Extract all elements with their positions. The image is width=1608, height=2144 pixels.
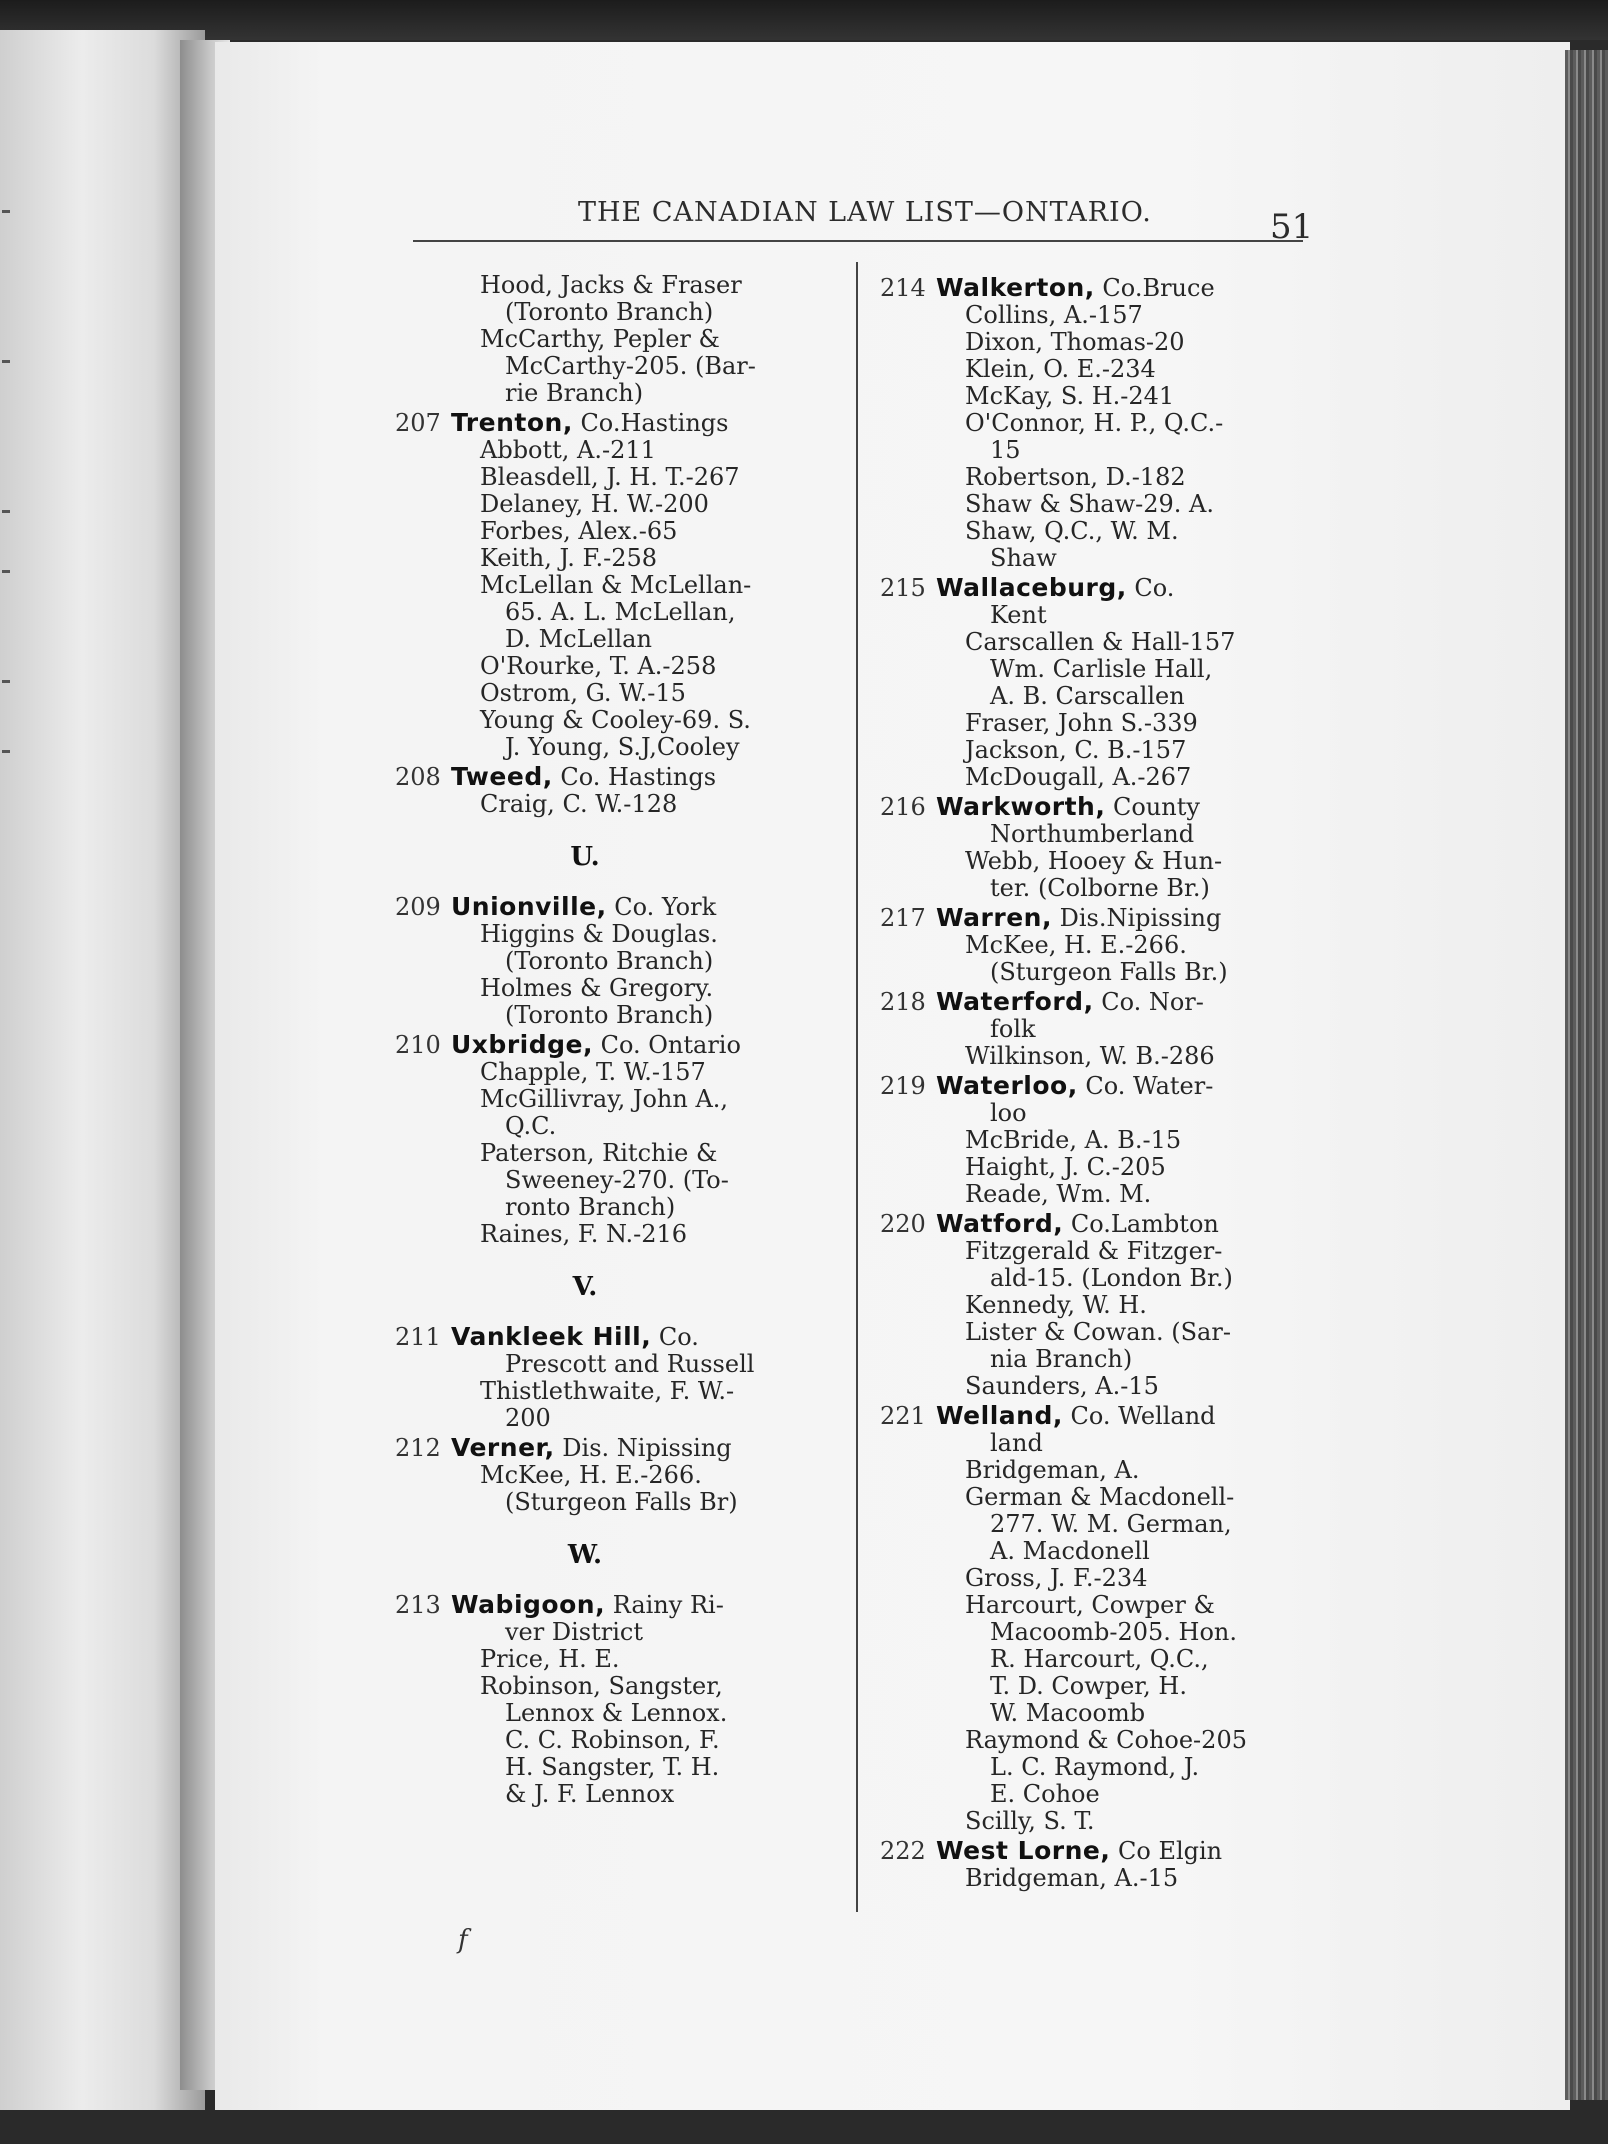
listing-line: Price, H. E. [480,1645,620,1673]
listing-line: 65. A. L. McLellan, [505,598,736,626]
listing-line: Fitzgerald & Fitzger- [965,1237,1223,1265]
listing-line: Higgins & Douglas. [480,920,718,948]
entry-number: 215 [880,574,926,602]
entry-heading [880,1072,1295,1100]
listing-line: Raines, F. N.-216 [480,1220,688,1248]
page-number: 51 [1270,207,1314,247]
listing-line: O'Connor, H. P., Q.C.- [965,409,1224,437]
listing-line: Kennedy, W. H. [965,1291,1147,1319]
listing-line: folk [990,1015,1036,1043]
entry-number: 216 [880,793,926,821]
entry-number: 214 [880,274,926,302]
place-name: Wabigoon, [451,1590,606,1619]
place-entry [395,1434,775,1516]
listing-line: McGillivray, John A., [480,1085,729,1113]
listing-line: W. Macoomb [990,1699,1146,1727]
place-name: Uxbridge, [451,1030,593,1059]
county-text: Co. Water- [1077,1072,1214,1100]
column-divider [856,262,858,1912]
listing-line: Kent [990,601,1047,629]
place-name: Wallaceburg, [936,573,1127,602]
listing-line: C. C. Robinson, F. [505,1726,720,1754]
place-entry [395,1031,775,1248]
listing-line: 200 [505,1404,551,1432]
place-entry [880,1210,1295,1400]
county-text: Co.Hastings [572,409,729,437]
county-text: Dis.Nipissing [1051,904,1222,932]
listing-line: Dixon, Thomas-20 [965,328,1185,356]
place-name: Welland, [936,1401,1063,1430]
listing-line: Young & Cooley-69. S. [480,706,751,734]
listing-line: Carscallen & Hall-157 [965,628,1236,656]
place-name: Warkworth, [936,792,1106,821]
listing-line: land [990,1429,1043,1457]
listing-line: McLellan & McLellan- [480,571,752,599]
listing-line: Lennox & Lennox. [505,1699,728,1727]
listing-line: Holmes & Gregory. [480,974,714,1002]
listing-line: E. Cohoe [990,1780,1100,1808]
section-letter: W. [567,1540,603,1570]
place-entry [880,988,1295,1070]
place-name: Trenton, [451,408,573,437]
listing-line: McKee, H. E.-266. [480,1461,702,1489]
entry-number: 209 [395,893,441,921]
place-entry [880,904,1295,986]
listing-line: ronto Branch) [505,1193,676,1221]
listing-line: Collins, A.-157 [965,301,1143,329]
scan-background-top [0,0,1608,40]
listing-line: Wm. Carlisle Hall, [990,655,1213,683]
listing-line: Scilly, S. T. [965,1807,1095,1835]
place-name: Warren, [936,903,1052,932]
section-letter: V. [572,1272,598,1302]
listing-line: loo [990,1099,1027,1127]
place-name: Walkerton, [936,273,1095,302]
section-letter: U. [570,842,600,872]
entry-heading [880,274,1295,302]
listing-line: Fraser, John S.-339 [965,709,1198,737]
place-name: Waterford, [936,987,1094,1016]
listing-line: Jackson, C. B.-157 [965,736,1187,764]
place-name: Waterloo, [936,1071,1078,1100]
listing-line: R. Harcourt, Q.C., [990,1645,1209,1673]
running-head: THE CANADIAN LAW LIST—ONTARIO. [578,197,1152,228]
county-text: Co. Ontario [592,1031,741,1059]
listing-line: Sweeney-270. (To- [505,1166,729,1194]
entry-heading [395,1434,775,1462]
place-entry [395,1591,775,1808]
listing-line: Robinson, Sangster, [480,1672,723,1700]
place-name: Verner, [451,1433,555,1462]
facing-page [0,30,205,2110]
continued-entry [395,272,775,407]
listing-line: Bleasdell, J. H. T.-267 [480,463,740,491]
county-text: Co. Welland [1062,1402,1216,1430]
listing-line: Shaw & Shaw-29. A. [965,490,1214,518]
place-name: Watford, [936,1209,1064,1238]
listing-line: 277. W. M. German, [990,1510,1232,1538]
listing-line: Gross, J. F.-234 [965,1564,1148,1592]
county-text: Dis. Nipissing [554,1434,732,1462]
place-entry [880,274,1295,572]
listing-line: Lister & Cowan. (Sar- [965,1318,1231,1346]
county-text: Co Elgin [1110,1837,1223,1865]
listing-line: rie Branch) [505,379,644,407]
entry-heading [395,409,775,437]
listing-line: H. Sangster, T. H. [505,1753,720,1781]
signature-mark: f [458,1925,468,1955]
listing-line: ald-15. (London Br.) [990,1264,1233,1292]
left-column [395,272,775,1808]
entry-heading [880,1210,1295,1238]
place-name: Tweed, [451,762,553,791]
listing-line: O'Rourke, T. A.-258 [480,652,717,680]
listing-line: Klein, O. E.-234 [965,355,1156,383]
entry-number: 211 [395,1323,441,1351]
entry-heading [880,1837,1295,1865]
listing-line: Shaw, Q.C., W. M. [965,517,1179,545]
listing-line: (Toronto Branch) [505,1001,714,1029]
listing-line: J. Young, S.J,Cooley [505,733,740,761]
entry-heading [880,1402,1295,1430]
listing-line: McBride, A. B.-15 [965,1126,1182,1154]
listing-line: Craig, C. W.-128 [480,790,678,818]
listing-line: A. B. Carscallen [990,682,1185,710]
listing-line: Chapple, T. W.-157 [480,1058,706,1086]
entry-heading [880,793,1295,821]
listing-line: Haight, J. C.-205 [965,1153,1166,1181]
listing-line: (Sturgeon Falls Br.) [990,958,1228,986]
county-text: Co. [651,1323,699,1351]
county-text: Co. [1126,574,1175,602]
listing-line: McKay, S. H.-241 [965,382,1175,410]
place-entry [880,1402,1295,1835]
page-edges [1565,50,1608,2100]
place-entry [395,1323,775,1432]
entry-heading [395,1031,775,1059]
county-text: Co. Hastings [552,763,717,791]
listing-line: D. McLellan [505,625,652,653]
listing-line: McKee, H. E.-266. [965,931,1187,959]
listing-line: T. D. Cowper, H. [990,1672,1187,1700]
listing-line: Reade, Wm. M. [965,1180,1152,1208]
listing-line: Raymond & Cohoe-205 [965,1726,1247,1754]
entry-number: 222 [880,1837,926,1865]
entry-number: 220 [880,1210,926,1238]
entry-heading [880,574,1295,602]
listing-line: Abbott, A.-211 [480,436,656,464]
county-text: County [1105,793,1200,821]
header-rule [413,240,1303,242]
listing-line: Bridgeman, A. [965,1456,1140,1484]
listing-line: McCarthy-205. (Bar- [505,352,756,380]
county-text: Rainy Ri- [605,1591,724,1619]
listing-line: Prescott and Russell [505,1350,755,1378]
entry-number: 218 [880,988,926,1016]
place-entry [880,1072,1295,1208]
listing-line: Thistlethwaite, F. W.- [480,1377,735,1405]
entry-number: 208 [395,763,441,791]
listing-line: (Toronto Branch) [505,947,714,975]
listing-line: (Sturgeon Falls Br) [505,1488,738,1516]
place-entry [395,763,775,818]
listing-line: Bridgeman, A.-15 [965,1864,1179,1892]
listing-line: Macoomb-205. Hon. [990,1618,1237,1646]
listing-line: L. C. Raymond, J. [990,1753,1200,1781]
right-column [880,272,1295,1892]
listing-line: Keith, J. F.-258 [480,544,657,572]
entry-heading [395,1323,775,1351]
listing-line: Q.C. [505,1112,557,1140]
listing-line: Harcourt, Cowper & [965,1591,1215,1619]
entry-heading [395,1591,775,1619]
entry-number: 219 [880,1072,926,1100]
entry-number: 221 [880,1402,926,1430]
listing-line: Shaw [990,544,1057,572]
listing-line: Saunders, A.-15 [965,1372,1159,1400]
listing-line: (Toronto Branch) [505,298,714,326]
place-entry [395,893,775,1029]
listing-line: Northumberland [990,820,1195,848]
listing-line: Forbes, Alex.-65 [480,517,678,545]
listing-line: McCarthy, Pepler & [480,325,720,353]
place-entry [395,409,775,761]
listing-line: Webb, Hooey & Hun- [965,847,1223,875]
listing-line: ver District [505,1618,643,1646]
entry-number: 212 [395,1434,441,1462]
listing-line: & J. F. Lennox [505,1780,675,1808]
county-text: Co. York [606,893,717,921]
listing-line: Hood, Jacks & Fraser [480,271,742,299]
place-entry [880,793,1295,902]
entry-heading [880,988,1295,1016]
entry-heading [395,893,775,921]
place-entry [880,1837,1295,1892]
listing-line: Wilkinson, W. B.-286 [965,1042,1215,1070]
county-text: Co.Bruce [1094,274,1215,302]
county-text: Co.Lambton [1063,1210,1219,1238]
entry-number: 207 [395,409,441,437]
listing-line: nia Branch) [990,1345,1133,1373]
county-text: Co. Nor- [1093,988,1204,1016]
listing-line: Robertson, D.-182 [965,463,1186,491]
entry-number: 213 [395,1591,441,1619]
listing-line: ter. (Colborne Br.) [990,874,1210,902]
entry-heading [880,904,1295,932]
place-entry [880,574,1295,791]
listing-line: Paterson, Ritchie & [480,1139,718,1167]
entry-number: 217 [880,904,926,932]
listing-line: German & Macdonell- [965,1483,1235,1511]
listing-line: 15 [990,436,1021,464]
listing-line: A. Macdonell [990,1537,1150,1565]
listing-line: Ostrom, G. W.-15 [480,679,686,707]
place-name: West Lorne, [936,1836,1111,1865]
listing-line: Delaney, H. W.-200 [480,490,709,518]
listing-line: McDougall, A.-267 [965,763,1192,791]
place-name: Unionville, [451,892,607,921]
entry-number: 210 [395,1031,441,1059]
entry-heading [395,763,775,791]
place-name: Vankleek Hill, [451,1322,652,1351]
